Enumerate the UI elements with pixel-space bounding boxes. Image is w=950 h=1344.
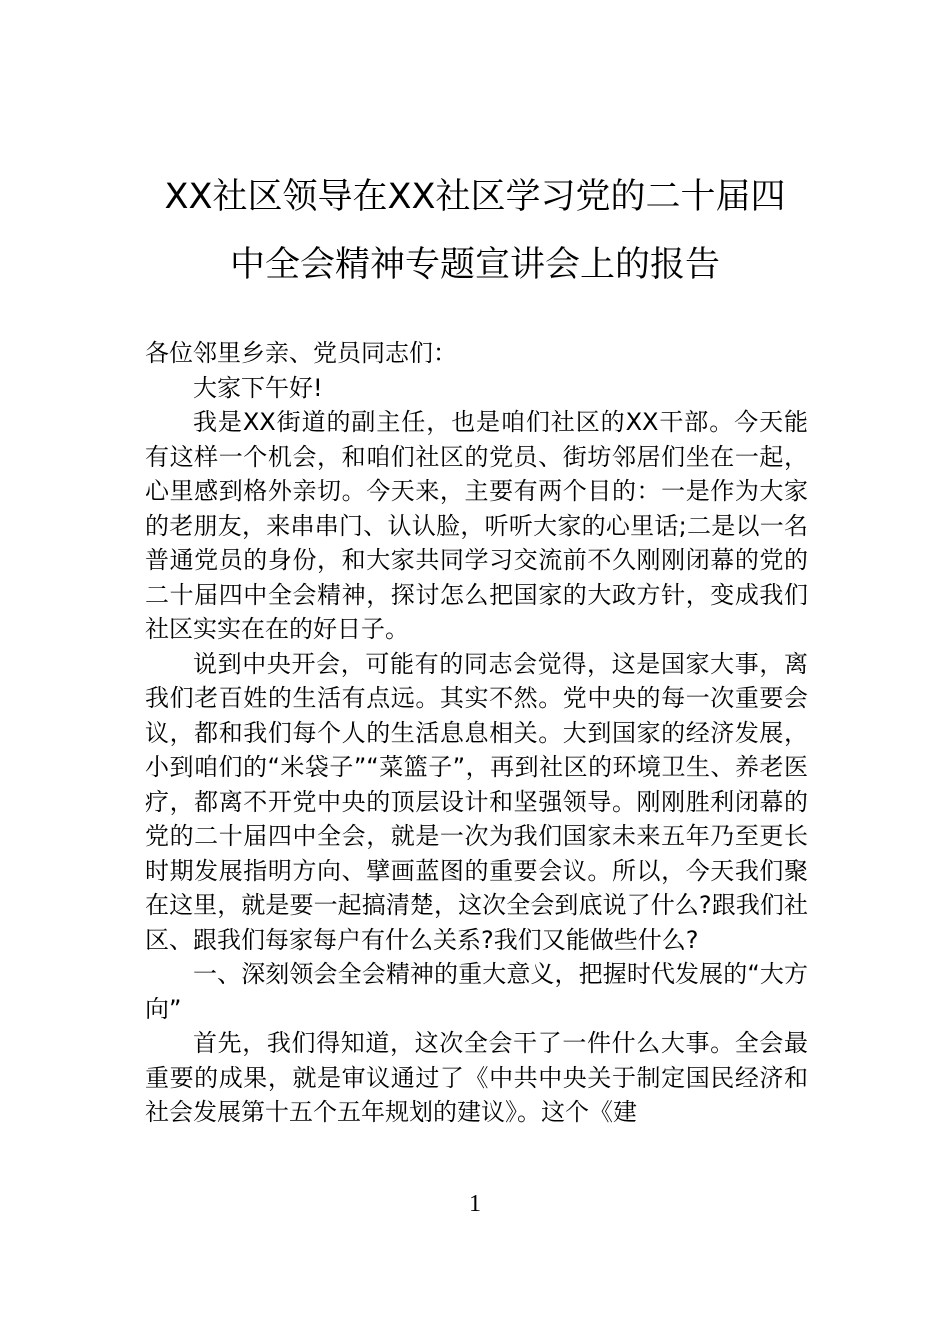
paragraph-greeting: 大家下午好! [193,373,323,402]
section-heading-1: 一、深刻领会全会精神的重大意义，把握时代发展的“大方向” [145,960,808,1023]
page-number: 1 [469,1191,481,1217]
paragraph-section-1: 首先，我们得知道，这次全会干了一件什么大事。全会最重要的成果，就是审议通过了《中共中央关于制定国民经济和社会发展第十五个五年规划的建议》。这个《建 [145,1029,808,1126]
document-title-line-2: 中全会精神专题宣讲会上的报告 [229,245,720,285]
paragraph-context: 说到中央开会，可能有的同志会觉得，这是国家大事，离我们老百姓的生活有点远。其实不然。党中央的每一次重要会议，都和我们每个人的生活息息相关。大到国家的经济发展，小到咱们的“米袋子”“菜篮子”，再到社区的环境卫生、养老医疗，都离不开党中央的顶层设计和坚强领导。刚刚胜利闭幕的党的二十届四中全会，就是一次为我们国家未来五年乃至更长时期发展指明方向、擘画蓝图的重要会议。所以，今天我们聚在这里，就是要一起搞清楚，这次全会到底说了什么?跟我们社区、跟我们每家每户有什么关系?我们又能做些什么? [145,649,808,954]
paragraph-introduction: 我是XX街道的副主任，也是咱们社区的XX干部。今天能有这样一个机会，和咱们社区的党员、街坊邻居们坐在一起，心里感到格外亲切。今天来，主要有两个目的：一是作为大家的老朋友，来串串门、认认脸，听听大家的心里话;二是以一名普通党员的身份，和大家共同学习交流前不久刚刚闭幕的党的二十届四中全会精神，探讨怎么把国家的大政方针，变成我们社区实实在在的好日子。 [145,408,808,643]
document-title-line-1: XX社区领导在XX社区学习党的二十届四 [164,177,786,217]
salutation: 各位邻里乡亲、党员同志们： [145,339,457,367]
document-body [145,336,808,1130]
